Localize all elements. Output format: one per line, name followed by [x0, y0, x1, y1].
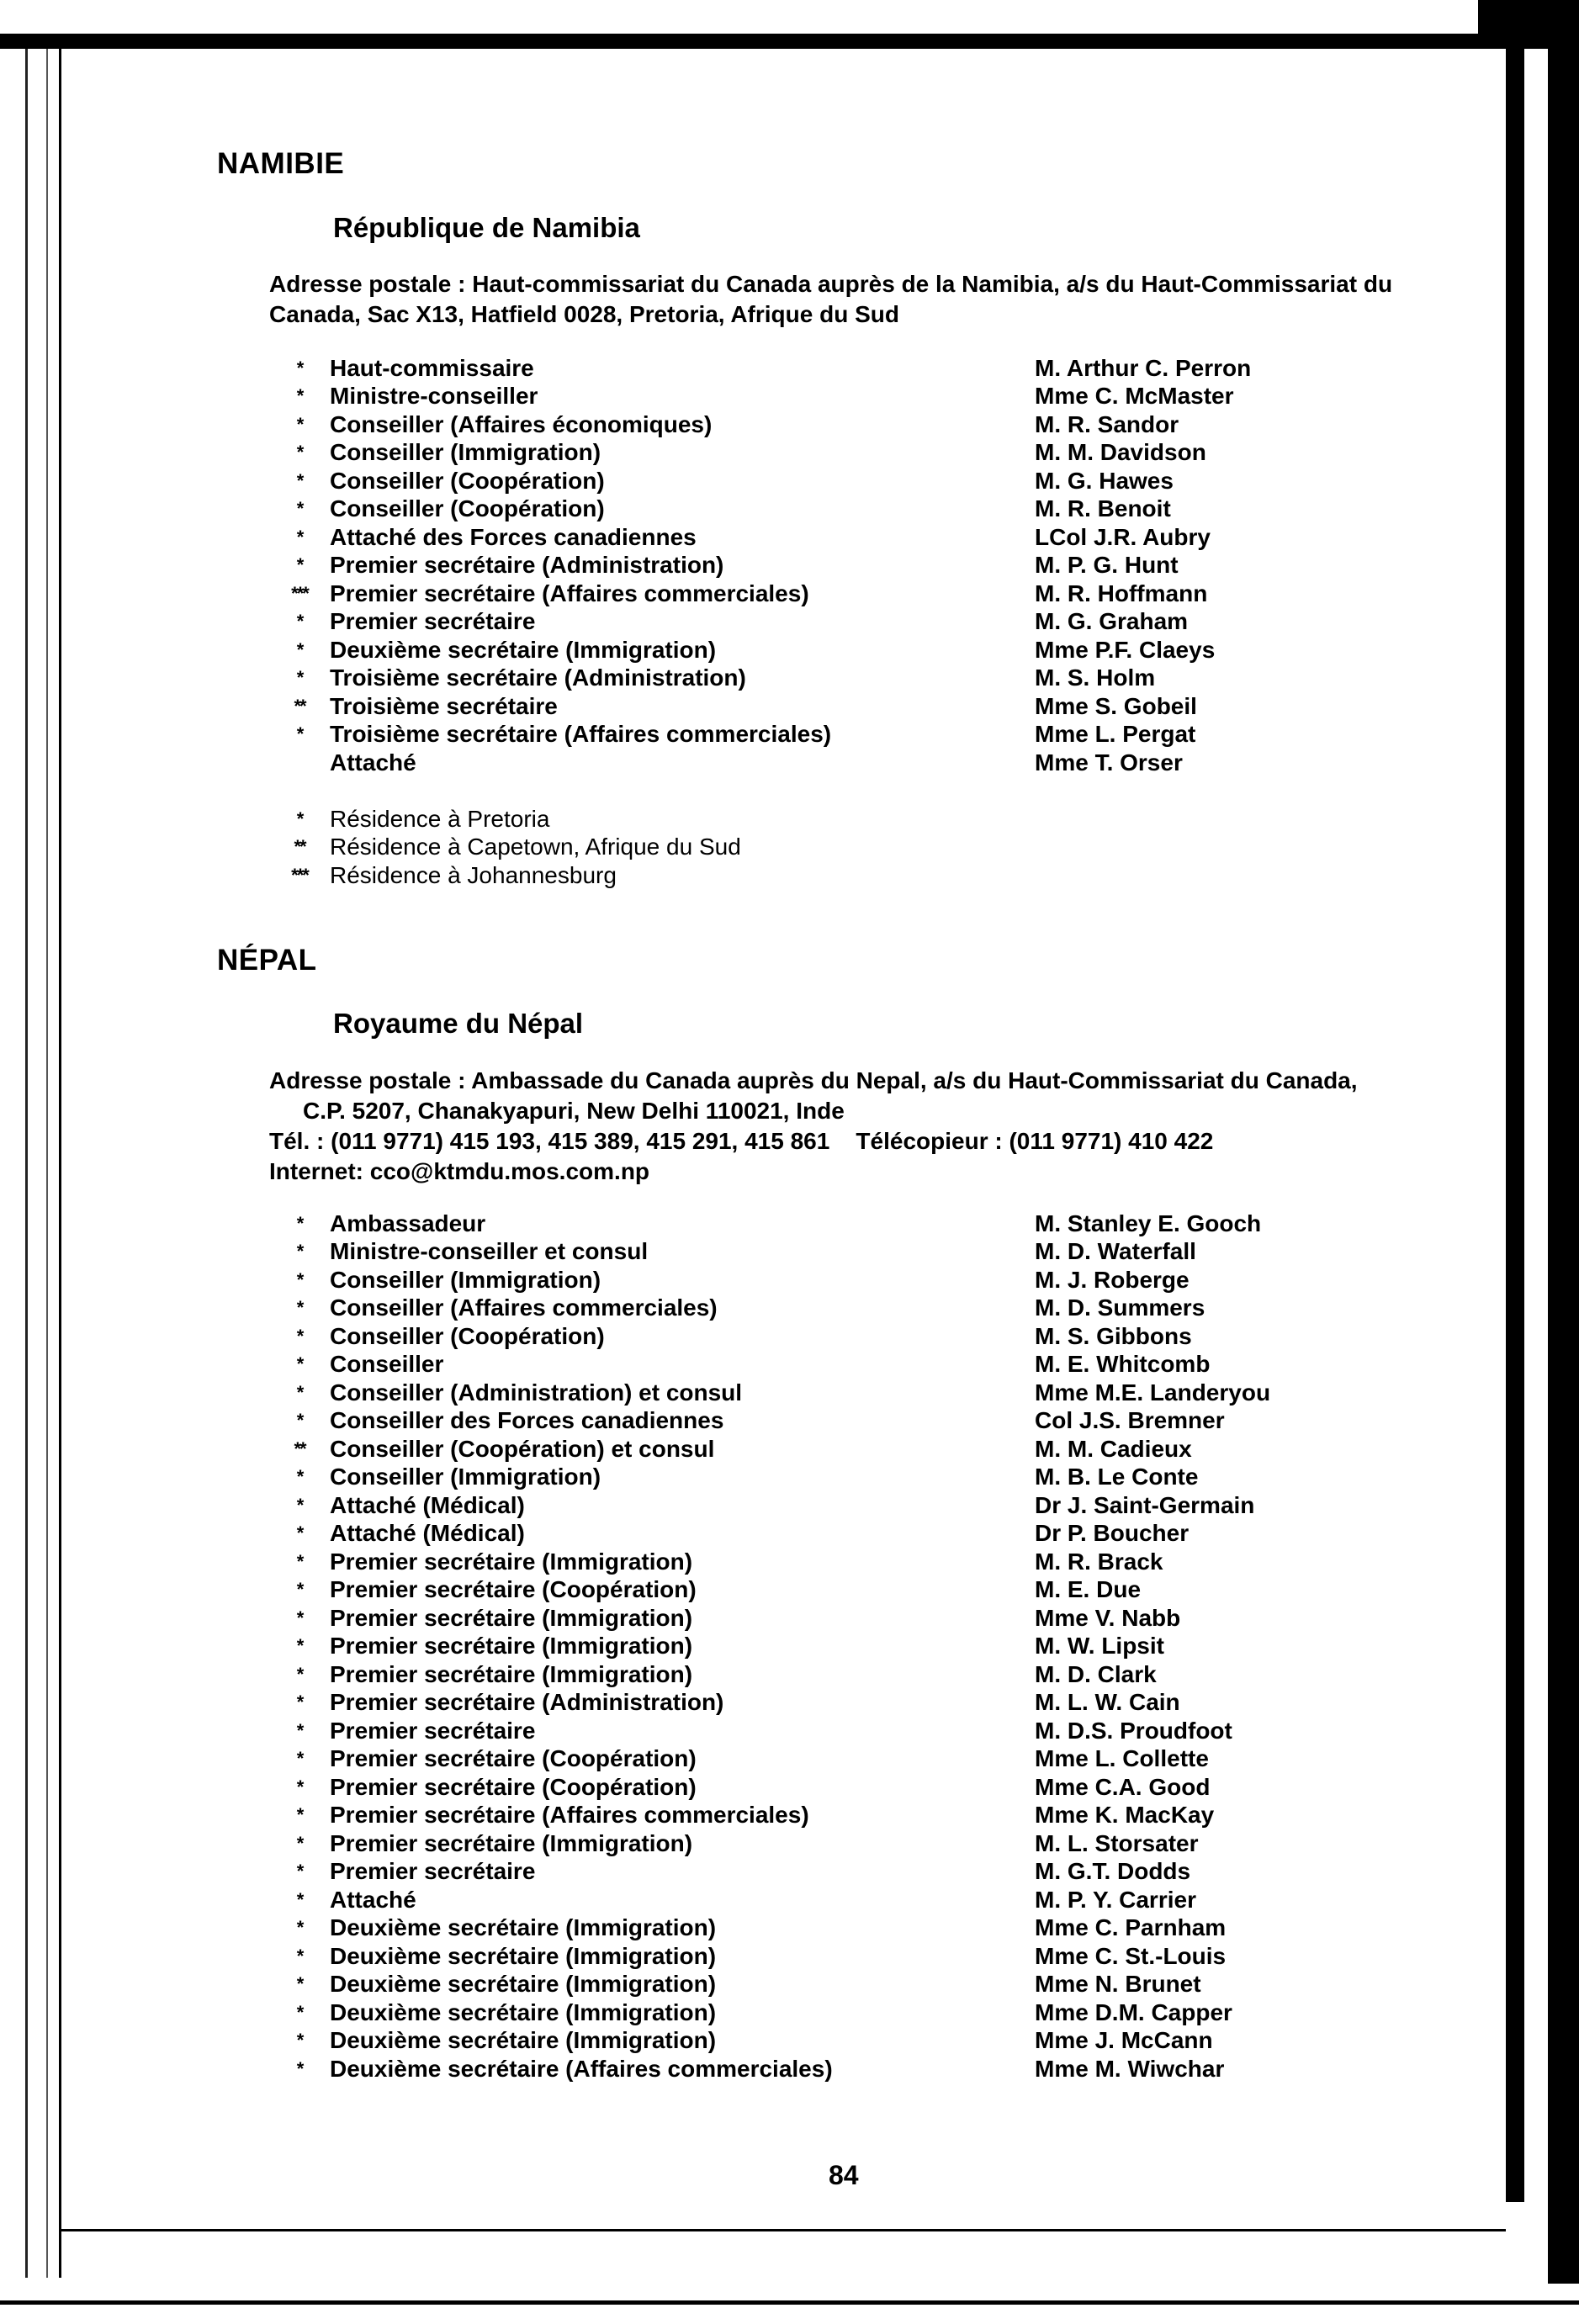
staff-name: M. S. Holm: [1035, 664, 1156, 691]
staff-row: [269, 1322, 1447, 1351]
staff-name: M. G.T. Dodds: [1035, 1858, 1191, 1885]
residence-mark: *: [296, 1776, 303, 1797]
legend-row: [269, 861, 741, 890]
staff-name: M. B. Le Conte: [1035, 1464, 1199, 1490]
address-block-namibia: [269, 269, 1464, 330]
staff-name: M. L. W. Cain: [1035, 1689, 1180, 1716]
address-line: Adresse postale : Ambassade du Canada auprès du Nepal, a/s du Haut-Commissariat du Canada,: [269, 1067, 1358, 1093]
residence-mark: *: [296, 1973, 303, 1995]
staff-name: M. P. G. Hunt: [1035, 552, 1179, 579]
page-number: 84: [829, 2160, 859, 2190]
staff-title: Premier secrétaire (Immigration): [330, 1660, 693, 1687]
scan-right-edge: [1548, 49, 1579, 2324]
staff-title: Deuxième secrétaire (Immigration): [330, 1971, 717, 1998]
legend-text: Résidence à Capetown, Afrique du Sud: [330, 834, 741, 860]
residence-mark: *: [296, 1212, 303, 1234]
residence-mark: *: [296, 1353, 303, 1375]
staff-row: [269, 580, 1447, 608]
staff-row: [269, 495, 1447, 524]
staff-row: [269, 1717, 1447, 1745]
address-line: Adresse postale : Haut-commissariat du Canada auprès de la Namibia, a/s du Haut-Commissariat du: [269, 271, 1393, 297]
staff-row: [269, 1520, 1447, 1548]
staff-name: Mme C.A. Good: [1035, 1773, 1211, 1800]
staff-title: Conseiller (Coopération): [330, 495, 605, 522]
residence-mark: *: [296, 554, 303, 576]
official-name-nepal: Royaume du Népal: [333, 1008, 584, 1039]
staff-row: [269, 1773, 1447, 1802]
staff-row: [269, 1379, 1447, 1407]
staff-name: M. D.S. Proudfoot: [1035, 1717, 1232, 1744]
staff-row: [269, 467, 1447, 495]
staff-title: Premier secrétaire (Immigration): [330, 1604, 693, 1631]
staff-name: Mme C. Parnham: [1035, 1914, 1227, 1941]
staff-row: [269, 552, 1447, 580]
staff-name: M. W. Lipsit: [1035, 1633, 1164, 1660]
address-line: C.P. 5207, Chanakyapuri, New Delhi 110021, Inde: [303, 1098, 845, 1124]
staff-title: Premier secrétaire (Coopération): [330, 1576, 697, 1603]
staff-row: [269, 1210, 1447, 1238]
staff-name: M. Stanley E. Gooch: [1035, 1210, 1262, 1236]
internet-line: Internet: cco@ktmdu.mos.com.np: [269, 1158, 650, 1184]
staff-title: Conseiller (Immigration): [330, 1266, 601, 1293]
staff-title: Deuxième secrétaire (Immigration): [330, 1942, 717, 1969]
staff-title: Premier secrétaire (Immigration): [330, 1633, 693, 1660]
staff-row: [269, 1886, 1447, 1914]
staff-name: LCol J.R. Aubry: [1035, 523, 1211, 550]
staff-row: [269, 1238, 1447, 1267]
staff-row: [269, 523, 1447, 552]
legend-row: [269, 834, 741, 862]
staff-name: Mme S. Gobeil: [1035, 692, 1197, 719]
residence-mark: *: [296, 723, 303, 745]
residence-mark: *: [296, 1663, 303, 1685]
staff-row: [269, 1971, 1447, 1999]
staff-title: Deuxième secrétaire (Immigration): [330, 1998, 717, 2025]
staff-title: Conseiller (Affaires commerciales): [330, 1294, 718, 1321]
residence-mark: *: [296, 1268, 303, 1290]
staff-row: [269, 1858, 1447, 1887]
legend-text: Résidence à Johannesburg: [330, 861, 617, 888]
residence-mark: *: [296, 1381, 303, 1403]
staff-title: Premier secrétaire: [330, 608, 536, 635]
staff-row: [269, 1942, 1447, 1971]
staff-row: [269, 1802, 1447, 1830]
residence-mark: *: [296, 469, 303, 491]
staff-name: Dr P. Boucher: [1035, 1520, 1190, 1547]
staff-row: [269, 1660, 1447, 1689]
residence-mark: *: [296, 1748, 303, 1770]
residence-mark: *: [296, 385, 303, 407]
staff-name: M. R. Sandor: [1035, 410, 1179, 437]
residence-legend-namibia: [269, 805, 741, 890]
residence-mark: *: [296, 1917, 303, 1939]
staff-name: Mme L. Pergat: [1035, 721, 1196, 748]
staff-name: M. G. Graham: [1035, 608, 1189, 635]
staff-name: Mme P.F. Claeys: [1035, 636, 1216, 663]
residence-mark: **: [294, 1437, 305, 1459]
staff-row: [269, 2027, 1447, 2056]
staff-row: [269, 1914, 1447, 1943]
scan-right-border: [1506, 49, 1524, 2202]
residence-mark: *: [296, 1522, 303, 1544]
staff-title: Premier secrétaire: [330, 1858, 536, 1885]
staff-name: M. D. Waterfall: [1035, 1238, 1196, 1265]
residence-mark: *: [296, 413, 303, 435]
residence-mark: *: [296, 1410, 303, 1432]
residence-mark: *: [296, 1550, 303, 1572]
staff-title: Conseiller (Coopération): [330, 467, 605, 494]
residence-mark: ***: [291, 582, 308, 604]
official-name-namibia: République de Namibia: [333, 212, 640, 243]
staff-title: Conseiller: [330, 1351, 444, 1378]
staff-title: Premier secrétaire (Immigration): [330, 1548, 693, 1575]
staff-title: Ambassadeur: [330, 1210, 486, 1236]
address-line: Canada, Sac X13, Hatfield 0028, Pretoria, Afrique du Sud: [269, 301, 899, 327]
staff-name: Mme M. Wiwchar: [1035, 2055, 1225, 2082]
residence-mark: *: [296, 1832, 303, 1854]
staff-row: [269, 1829, 1447, 1858]
staff-title: Conseiller (Administration) et consul: [330, 1379, 743, 1406]
staff-title: Attaché des Forces canadiennes: [330, 523, 697, 550]
staff-row: [269, 1633, 1447, 1661]
staff-title: Attaché: [330, 749, 416, 776]
staff-row: [269, 1491, 1447, 1520]
staff-row: [269, 410, 1447, 439]
staff-row: [269, 1266, 1447, 1294]
address-block-nepal: [269, 1066, 1464, 1187]
staff-row: [269, 1464, 1447, 1492]
binding-line: [25, 49, 28, 2278]
staff-name: M. R. Benoit: [1035, 495, 1171, 522]
staff-row: [269, 1745, 1447, 1774]
residence-mark: *: [296, 1325, 303, 1347]
residence-mark: *: [296, 638, 303, 660]
staff-title: Deuxième secrétaire (Affaires commerciales): [330, 2055, 833, 2082]
staff-name: M. Arthur C. Perron: [1035, 354, 1252, 381]
staff-title: Attaché (Médical): [330, 1491, 525, 1518]
staff-row: [269, 439, 1447, 468]
staff-title: Troisième secrétaire (Administration): [330, 664, 746, 691]
phone-fax-line: Tél. : (011 9771) 415 193, 415 389, 415 291, 415 861 Télécopieur : (011 9771) 410 422: [269, 1128, 1214, 1154]
staff-name: Mme K. MacKay: [1035, 1802, 1215, 1829]
staff-title: Attaché: [330, 1886, 416, 1913]
staff-name: M. E. Whitcomb: [1035, 1351, 1211, 1378]
staff-title: Ministre-conseiller: [330, 383, 538, 410]
staff-list-nepal: [269, 1210, 1447, 2083]
residence-mark: *: [296, 2057, 303, 2079]
staff-name: M. G. Hawes: [1035, 467, 1174, 494]
staff-name: Mme C. McMaster: [1035, 383, 1234, 410]
staff-title: Conseiller (Immigration): [330, 439, 601, 466]
scan-bottom-border: [0, 2300, 1579, 2305]
staff-row: [269, 664, 1447, 693]
binding-line: [46, 49, 48, 2278]
legend-row: [269, 805, 741, 834]
residence-mark: ***: [291, 864, 308, 886]
residence-mark: *: [296, 1888, 303, 1910]
residence-mark: *: [296, 526, 303, 548]
staff-row: [269, 608, 1447, 637]
staff-name: Mme V. Nabb: [1035, 1604, 1181, 1631]
country-heading-nepal: NÉPAL: [217, 944, 317, 977]
residence-mark: *: [296, 1297, 303, 1319]
residence-mark: *: [296, 1691, 303, 1713]
residence-mark: *: [296, 1607, 303, 1628]
staff-title: Premier secrétaire (Coopération): [330, 1773, 697, 1800]
staff-row: [269, 636, 1447, 664]
residence-mark: *: [296, 1494, 303, 1516]
staff-name: Mme C. St.-Louis: [1035, 1942, 1227, 1969]
staff-title: Conseiller (Coopération) et consul: [330, 1435, 715, 1462]
staff-title: Premier secrétaire (Administration): [330, 552, 724, 579]
staff-row: [269, 1294, 1447, 1323]
residence-mark: *: [296, 442, 303, 463]
staff-row: [269, 1689, 1447, 1718]
residence-mark: **: [294, 695, 305, 717]
legend-text: Résidence à Pretoria: [330, 805, 550, 832]
scan-left-binding: [0, 49, 61, 2278]
residence-mark: *: [296, 1579, 303, 1601]
staff-name: M. P. Y. Carrier: [1035, 1886, 1196, 1913]
staff-row: [269, 2055, 1447, 2083]
staff-name: M. R. Brack: [1035, 1548, 1163, 1575]
staff-title: Deuxième secrétaire (Immigration): [330, 1914, 717, 1941]
staff-name: Col J.S. Bremner: [1035, 1407, 1225, 1434]
staff-name: Mme D.M. Capper: [1035, 1998, 1232, 2025]
residence-mark: *: [296, 1804, 303, 1826]
staff-name: Mme M.E. Landeryou: [1035, 1379, 1271, 1406]
staff-list-namibia: [269, 354, 1447, 777]
residence-mark: *: [296, 1635, 303, 1657]
staff-name: M. E. Due: [1035, 1576, 1142, 1603]
staff-title: Premier secrétaire (Administration): [330, 1689, 724, 1716]
residence-mark: *: [296, 807, 303, 829]
staff-title: Premier secrétaire (Immigration): [330, 1829, 693, 1856]
staff-name: M. L. Storsater: [1035, 1829, 1199, 1856]
staff-name: Mme L. Collette: [1035, 1745, 1209, 1772]
staff-title: Attaché (Médical): [330, 1520, 525, 1547]
staff-title: Deuxième secrétaire (Immigration): [330, 636, 717, 663]
residence-mark: *: [296, 611, 303, 633]
residence-mark: *: [296, 1861, 303, 1882]
residence-mark: *: [296, 1945, 303, 1967]
residence-mark: *: [296, 357, 303, 379]
staff-title: Premier secrétaire: [330, 1717, 536, 1744]
staff-name: M. S. Gibbons: [1035, 1322, 1192, 1349]
staff-title: Premier secrétaire (Affaires commerciales): [330, 580, 809, 606]
staff-name: M. D. Summers: [1035, 1294, 1205, 1321]
residence-mark: *: [296, 2001, 303, 2023]
staff-row: [269, 1407, 1447, 1436]
staff-name: M. D. Clark: [1035, 1660, 1157, 1687]
residence-mark: *: [296, 667, 303, 689]
staff-name: Mme T. Orser: [1035, 749, 1183, 776]
staff-title: Troisième secrétaire: [330, 692, 558, 719]
staff-row: [269, 721, 1447, 749]
staff-title: Conseiller (Affaires économiques): [330, 410, 713, 437]
staff-row: [269, 1576, 1447, 1605]
staff-title: Ministre-conseiller et consul: [330, 1238, 649, 1265]
staff-title: Conseiller des Forces canadiennes: [330, 1407, 724, 1434]
scan-top-border: [0, 34, 1497, 49]
residence-mark: *: [296, 1719, 303, 1741]
staff-title: Premier secrétaire (Affaires commerciales): [330, 1802, 809, 1829]
residence-mark: *: [296, 1241, 303, 1263]
staff-title: Deuxième secrétaire (Immigration): [330, 2027, 717, 2054]
staff-title: Haut-commissaire: [330, 354, 534, 381]
staff-name: M. M. Davidson: [1035, 439, 1206, 466]
staff-name: M. J. Roberge: [1035, 1266, 1190, 1293]
staff-name: M. R. Hoffmann: [1035, 580, 1208, 606]
staff-name: Dr J. Saint-Germain: [1035, 1491, 1255, 1518]
scan-page-bottom-edge: [59, 2229, 1506, 2243]
staff-row: [269, 354, 1447, 383]
staff-row: [269, 1435, 1447, 1464]
staff-title: Troisième secrétaire (Affaires commerciales): [330, 721, 832, 748]
residence-mark: *: [296, 498, 303, 520]
staff-name: Mme J. McCann: [1035, 2027, 1213, 2054]
staff-title: Conseiller (Coopération): [330, 1322, 605, 1349]
staff-row: [269, 1548, 1447, 1576]
staff-row: [269, 1351, 1447, 1379]
scan-right-gutter: [1524, 49, 1550, 2202]
staff-row: [269, 383, 1447, 411]
staff-row: [269, 692, 1447, 721]
staff-title: Conseiller (Immigration): [330, 1464, 601, 1490]
staff-name: Mme N. Brunet: [1035, 1971, 1201, 1998]
residence-mark: *: [296, 1466, 303, 1488]
staff-name: M. M. Cadieux: [1035, 1435, 1192, 1462]
staff-row: [269, 1604, 1447, 1633]
country-heading-namibia: NAMIBIE: [217, 147, 345, 180]
staff-row: [269, 749, 1447, 777]
residence-mark: *: [296, 2030, 303, 2051]
staff-row: [269, 1998, 1447, 2027]
residence-mark: **: [294, 836, 305, 858]
staff-title: Premier secrétaire (Coopération): [330, 1745, 697, 1772]
scan-corner-artifact: [1478, 0, 1579, 49]
